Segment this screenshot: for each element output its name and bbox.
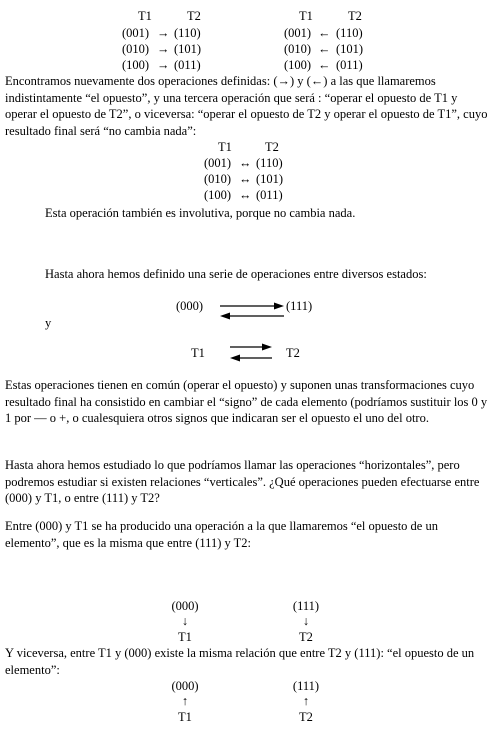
table-row-left: (001)	[122, 26, 150, 40]
table-header-t1: T1	[138, 9, 152, 23]
right-arrow-icon: →	[157, 26, 170, 40]
table-header-t2: T2	[187, 9, 201, 23]
table-header-t1: T1	[218, 140, 232, 154]
paragraph-opposite-element: Entre (000) y T1 se ha producido una operación a la que llamaremos “el opuesto de un elemento”, que es la misma que entre (111) y T2:	[5, 519, 438, 550]
vertical-left-bottom: T1	[178, 710, 192, 724]
vertical-right-top: (111)	[292, 599, 320, 613]
down-arrow-icon: ↓	[181, 614, 189, 628]
right-arrow-icon: →	[157, 42, 170, 56]
table-row-right: (101)	[256, 172, 284, 186]
table-header-t1: T1	[299, 9, 313, 23]
diagram-left-label: (000)	[176, 299, 204, 313]
table-row-right: (110)	[256, 156, 283, 170]
diagram-left-label: T1	[191, 346, 205, 360]
table-row-left: (010)	[204, 172, 232, 186]
conjunction-y: y	[45, 316, 52, 330]
table-row-left: (100)	[122, 58, 150, 72]
right-arrow-icon: →	[157, 58, 170, 72]
vertical-left-top: (000)	[171, 599, 199, 613]
vertical-right-bottom: T2	[299, 710, 313, 724]
table-row-right: (011)	[336, 58, 363, 72]
involutive-note: Esta operación también es involutiva, porque no cambia nada.	[45, 206, 356, 220]
table-row-right: (101)	[336, 42, 364, 56]
vertical-right-top: (111)	[292, 679, 320, 693]
table-row-right: (011)	[174, 58, 201, 72]
up-arrow-icon: ↑	[302, 694, 310, 708]
down-arrow-icon: ↓	[302, 614, 310, 628]
table-row-right: (110)	[336, 26, 363, 40]
vertical-left-bottom: T1	[178, 630, 192, 644]
table-header-t2: T2	[265, 140, 279, 154]
table-row-left: (001)	[284, 26, 312, 40]
table-header-t2: T2	[348, 9, 362, 23]
left-right-arrow-icon: ↔	[239, 172, 252, 186]
diagram-right-label: (111)	[286, 299, 313, 313]
left-arrow-icon: ←	[318, 42, 331, 56]
up-arrow-icon: ↑	[181, 694, 189, 708]
paragraph-horizontal-vertical: Hasta ahora hemos estudiado lo que podríamos llamar las operaciones “horizontales”, pero podremos estudiar si existen relaciones “verticales”. ¿Qué operaciones pueden efectuarse entre (000) y T1, o entre (111) y T2?	[5, 458, 480, 505]
paragraph-vice-versa: Y viceversa, entre T1 y (000) existe la misma relación que entre T2 y (111): “el opuesto de un elemento”:	[5, 646, 475, 677]
paragraph-opposite-operations: Encontramos nuevamente dos operaciones definidas: (→) y (←) a las que llamaremos indistintamente “el opuesto”, y una tercera operación que será : “operar el opuesto de T1 y operar el opuesto de T2”, o viceversa: “operar el opuesto de T2 y operar el opuesto de T1”, cuyo resultado final será “no cambia nada”:	[5, 74, 488, 138]
table-row-left: (001)	[204, 156, 232, 170]
left-arrow-icon: ←	[318, 58, 331, 72]
left-right-arrow-icon: ↔	[239, 188, 252, 202]
diagram-right-label: T2	[286, 346, 300, 360]
table-row-left: (100)	[204, 188, 232, 202]
table-row-right: (011)	[256, 188, 283, 202]
table-row-left: (010)	[122, 42, 150, 56]
table-row-left: (100)	[284, 58, 312, 72]
vertical-right-bottom: T2	[299, 630, 313, 644]
vertical-left-top: (000)	[171, 679, 199, 693]
table-row-left: (010)	[284, 42, 312, 56]
left-right-arrow-icon: ↔	[239, 156, 252, 170]
table-row-right: (101)	[174, 42, 202, 56]
so-far-line: Hasta ahora hemos definido una serie de operaciones entre diversos estados:	[45, 267, 427, 281]
table-row-right: (110)	[174, 26, 201, 40]
left-arrow-icon: ←	[318, 26, 331, 40]
paragraph-sign-change: Estas operaciones tienen en común (operar el opuesto) y suponen unas transformaciones cuyo resultado final ha consistido en cambiar el “signo” de cada elemento (podríamos sustituir los 0 y 1 por — o +, o cualesquiera otros signos que indicaran ser el opuesto el uno del otro.	[5, 378, 488, 425]
